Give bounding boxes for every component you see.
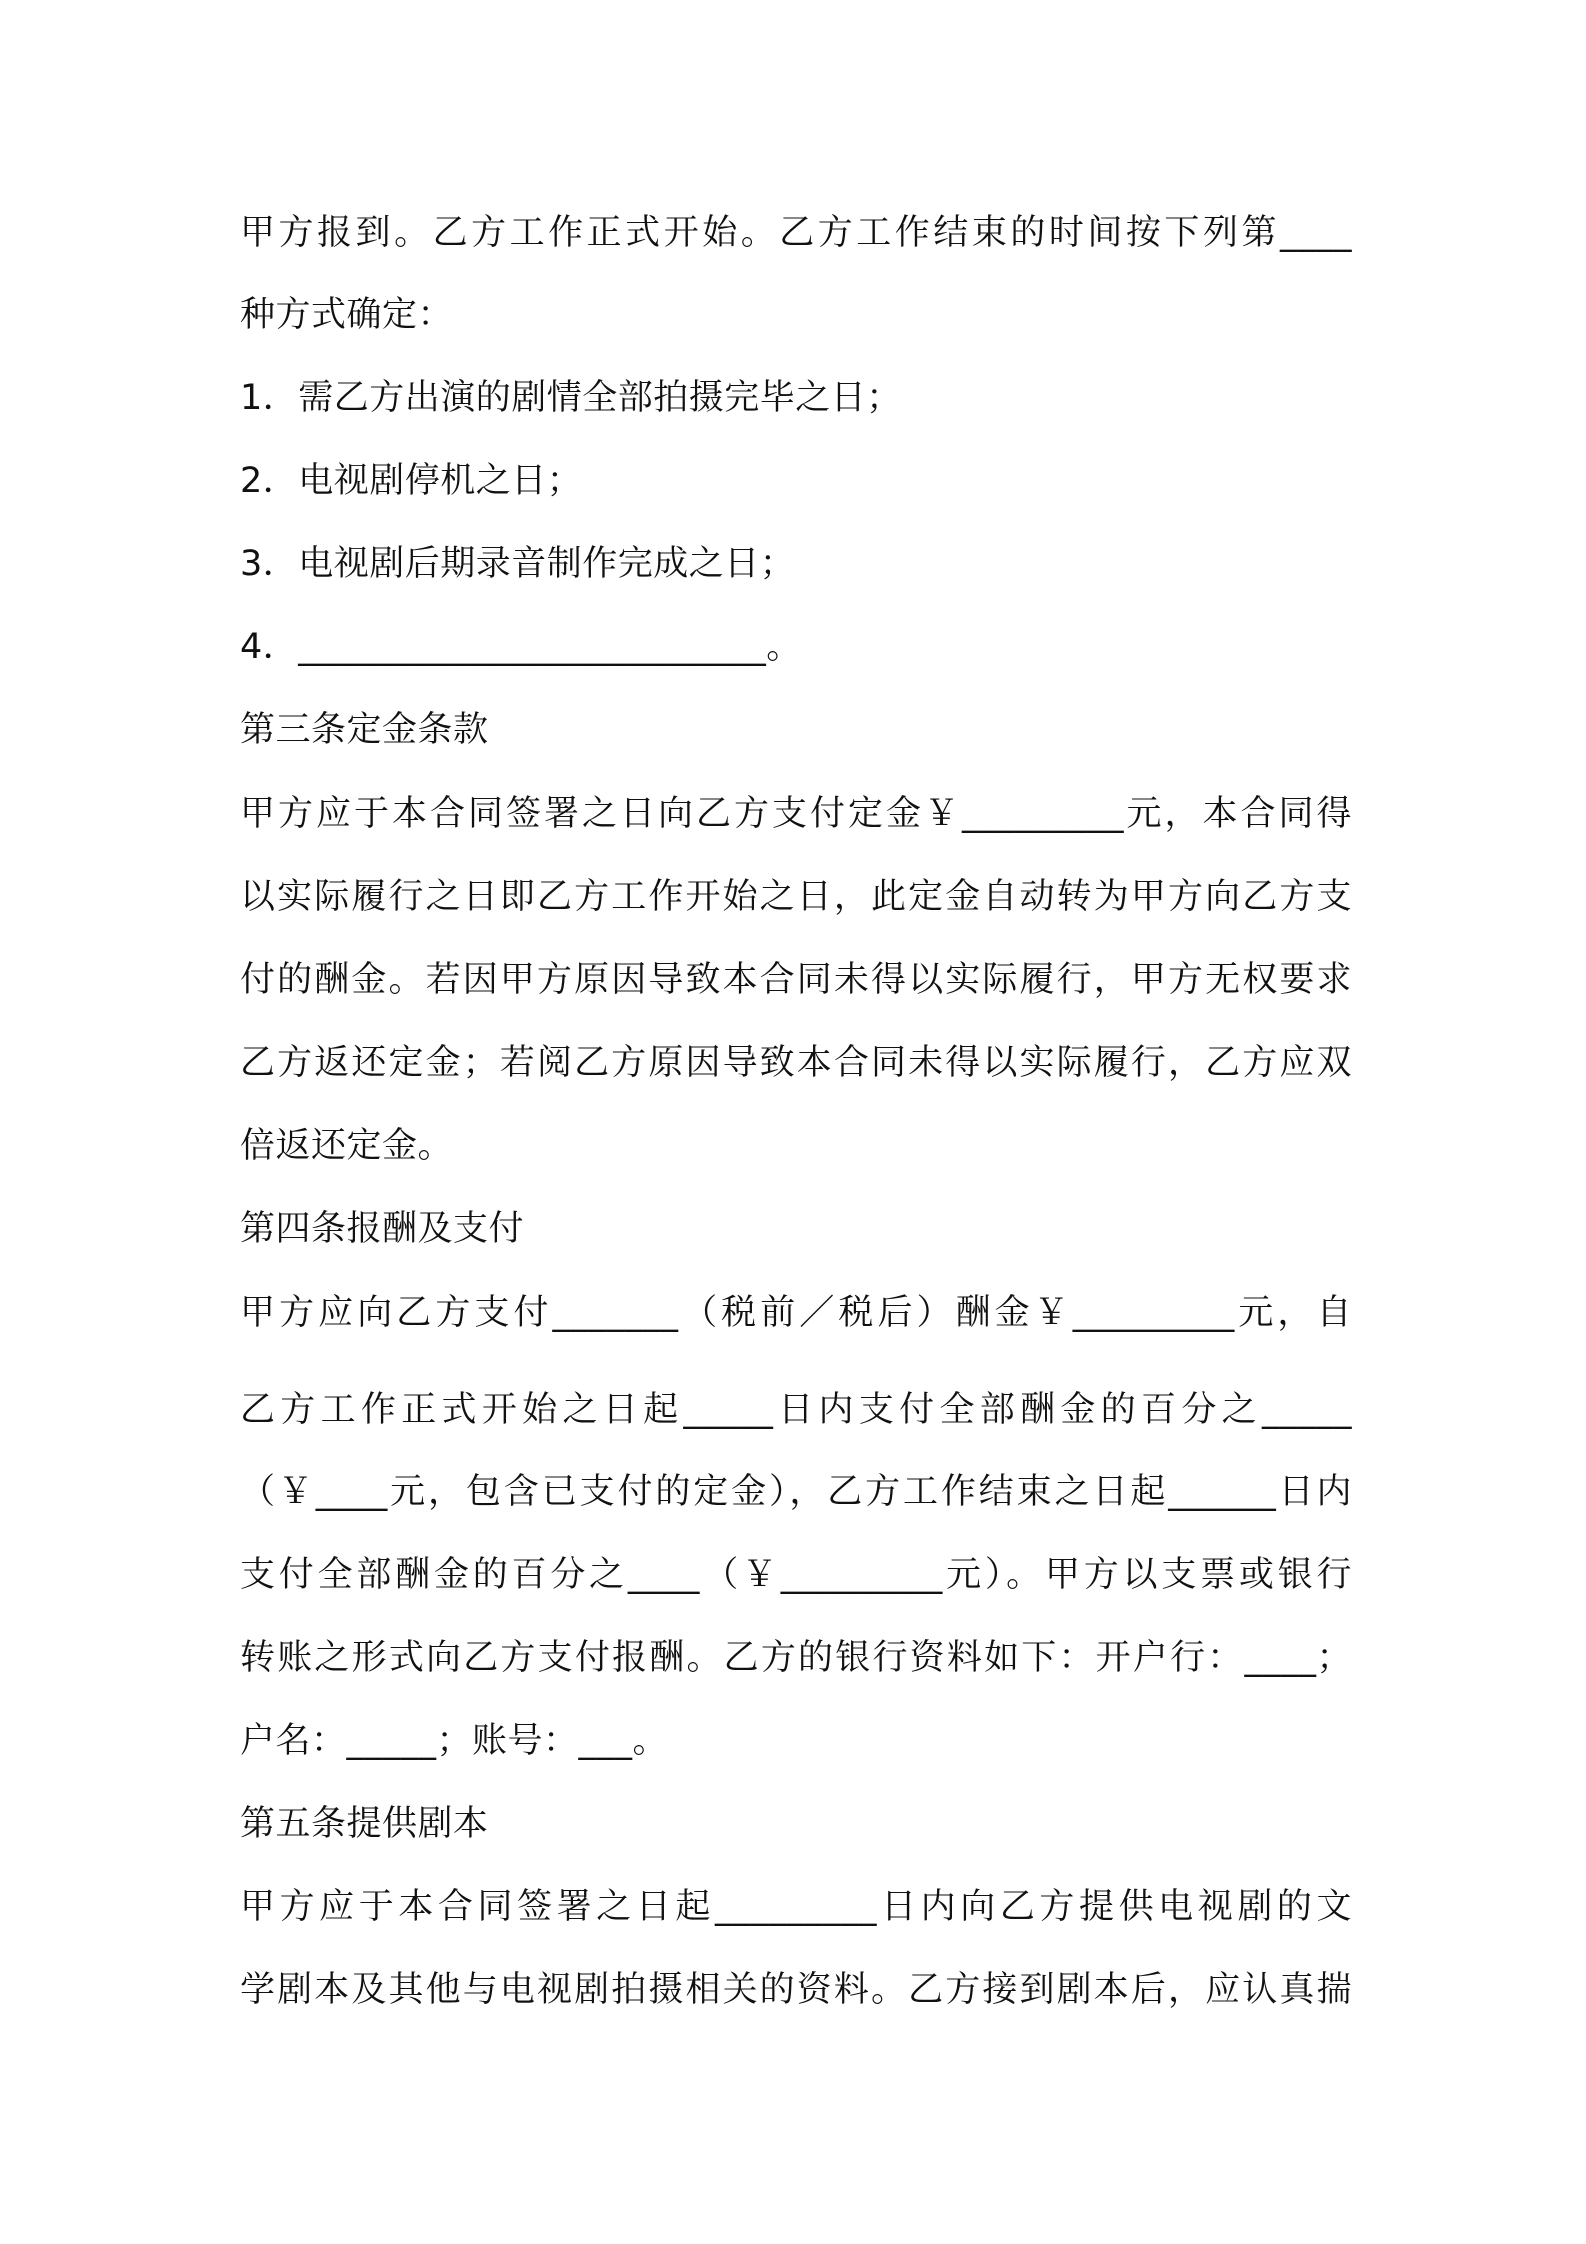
- text-line: 付的酬金。若因甲方原因导致本合同未得以实际履行，甲方无权要求: [240, 960, 1352, 1000]
- text-line: 乙方返还定金；若阅乙方原因导致本合同未得以实际履行，乙方应双: [240, 1043, 1352, 1083]
- text-line: 倍返还定金。: [240, 1126, 454, 1166]
- section-heading: 第五条提供剧本: [240, 1804, 489, 1844]
- text-line: 甲方应于本合同签署之日向乙方支付定金￥_________元，本合同得: [240, 794, 1352, 834]
- text-line: 转账之形式向乙方支付报酬。乙方的银行资料如下：开户行：____；: [240, 1638, 1352, 1678]
- list-item: 3．电视剧后期录音制作完成之日；: [240, 544, 796, 584]
- text-line: 甲方应于本合同签署之日起_________日内向乙方提供电视剧的文: [240, 1887, 1352, 1927]
- text-line: 户名：_____；账号：___。: [240, 1721, 669, 1761]
- text-line: 甲方应向乙方支付_______（税前／税后）酬金￥_________元，自: [240, 1293, 1352, 1333]
- text-line: 甲方报到。乙方工作正式开始。乙方工作结束的时间按下列第____: [240, 213, 1352, 253]
- text-line: （￥____元，包含已支付的定金），乙方工作结束之日起______日内: [240, 1472, 1352, 1512]
- text-line: 以实际履行之日即乙方工作开始之日，此定金自动转为甲方向乙方支: [240, 877, 1352, 917]
- text-line: 学剧本及其他与电视剧拍摄相关的资料。乙方接到剧本后，应认真揣: [240, 1970, 1352, 2010]
- section-heading: 第四条报酬及支付: [240, 1209, 525, 1249]
- text-line: 种方式确定：: [240, 295, 454, 335]
- section-heading: 第三条定金条款: [240, 710, 489, 750]
- list-item: 1．需乙方出演的剧情全部拍摄完毕之日；: [240, 378, 902, 418]
- list-item: 2．电视剧停机之日；: [240, 461, 583, 501]
- list-item: 4．__________________________。: [240, 627, 802, 667]
- text-line: 支付全部酬金的百分之____（￥_________元）。甲方以支票或银行: [240, 1555, 1352, 1595]
- text-line: 乙方工作正式开始之日起_____日内支付全部酬金的百分之_____: [240, 1390, 1352, 1430]
